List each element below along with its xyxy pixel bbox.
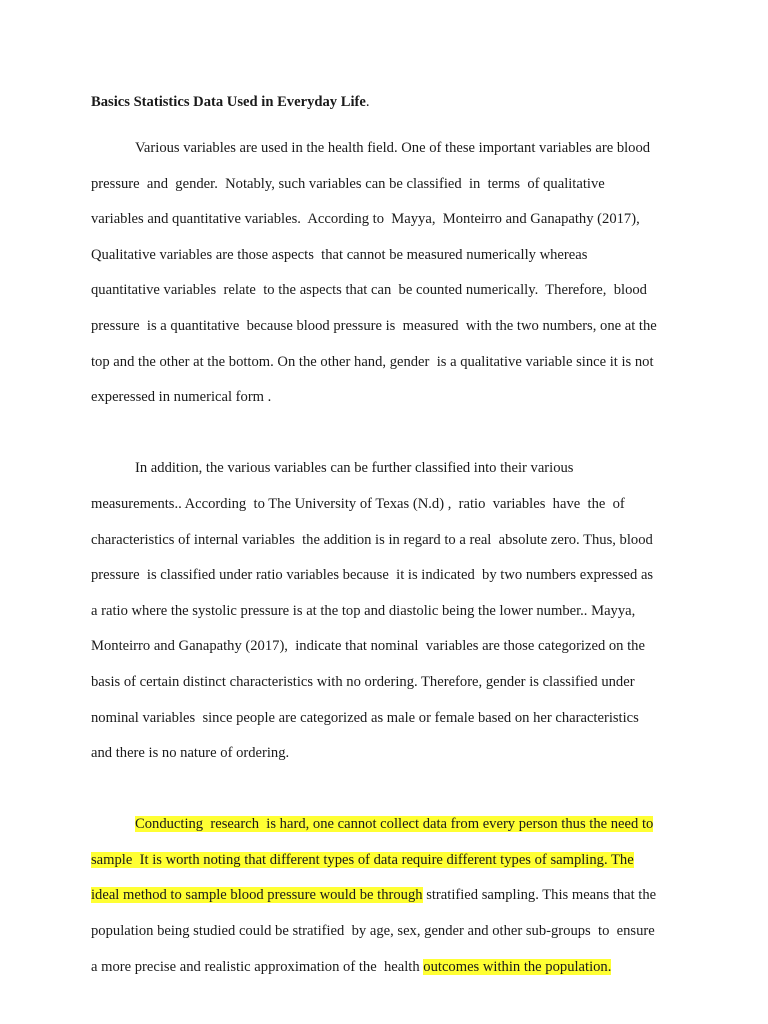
paragraph-line bbox=[91, 843, 681, 879]
paragraph-line: and there is no nature of ordering. bbox=[91, 745, 290, 762]
paragraph-3 bbox=[91, 807, 681, 985]
paragraph-line bbox=[91, 878, 681, 914]
paragraph-line: experessed in numerical form . bbox=[91, 389, 272, 406]
highlighted-text: sample It is worth noting that different types of data require different types of sampling. The bbox=[91, 851, 634, 868]
paragraph-line: In addition, the various variables can be further classified into their various bbox=[135, 460, 574, 477]
paragraph-line: basis of certain distinct characteristics with no ordering. Therefore, gender is classified under bbox=[91, 673, 635, 690]
paragraph-line: top and the other at the bottom. On the other hand, gender is a qualitative variable since it is not bbox=[91, 353, 654, 370]
plain-text: a more precise and realistic approximation of the health bbox=[91, 958, 424, 975]
highlighted-text: outcomes within the population. bbox=[423, 958, 612, 975]
paragraph-line: pressure and gender. Notably, such variables can be classified in terms of qualitative bbox=[91, 175, 605, 192]
title-text: Basics Statistics Data Used in Everyday Life bbox=[91, 94, 366, 110]
paragraph-line: variables and quantitative variables. According to Mayya, Monteirro and Ganapathy (2017), bbox=[91, 211, 640, 228]
paragraph-spacer bbox=[91, 416, 681, 452]
paragraph-1 bbox=[91, 131, 681, 416]
document-title bbox=[91, 90, 681, 114]
paragraph-line: pressure is a quantitative because blood pressure is measured with the two numbers, one at the bbox=[91, 317, 657, 334]
paragraph-line: a ratio where the systolic pressure is at the top and diastolic being the lower number.. Mayya, bbox=[91, 602, 636, 619]
paragraph-line: Qualitative variables are those aspects that cannot be measured numerically whereas bbox=[91, 246, 588, 263]
paragraph-line: pressure is classified under ratio variables because it is indicated by two numbers expressed as bbox=[91, 567, 654, 584]
paragraph-2 bbox=[91, 451, 681, 771]
paragraph-line: Monteirro and Ganapathy (2017), indicate that nominal variables are those categorized on the bbox=[91, 638, 645, 655]
highlighted-text: Conducting research is hard, one cannot collect data from every person thus the need to bbox=[135, 816, 654, 833]
plain-text: stratified sampling. This means that the bbox=[422, 887, 657, 904]
title-period: . bbox=[365, 94, 370, 110]
paragraph-line: Various variables are used in the health field. One of these important variables are blood bbox=[135, 140, 651, 156]
paragraph-line bbox=[91, 807, 681, 843]
paragraph-line bbox=[91, 950, 681, 986]
paragraph-line: measurements.. According to The University of Texas (N.d) , ratio variables have the of bbox=[91, 495, 625, 512]
highlighted-text: ideal method to sample blood pressure would be through bbox=[91, 887, 423, 904]
paragraph-line: nominal variables since people are categorized as male or female based on her characteristics bbox=[91, 709, 639, 726]
paragraph-line: characteristics of internal variables the addition is in regard to a real absolute zero. Thus, blood bbox=[91, 531, 653, 548]
document-page bbox=[91, 90, 681, 985]
paragraph-line: quantitative variables relate to the aspects that can be counted numerically. Therefore, blood bbox=[91, 282, 647, 299]
paragraph-line: population being studied could be stratified by age, sex, gender and other sub-groups to ensure bbox=[91, 923, 655, 940]
